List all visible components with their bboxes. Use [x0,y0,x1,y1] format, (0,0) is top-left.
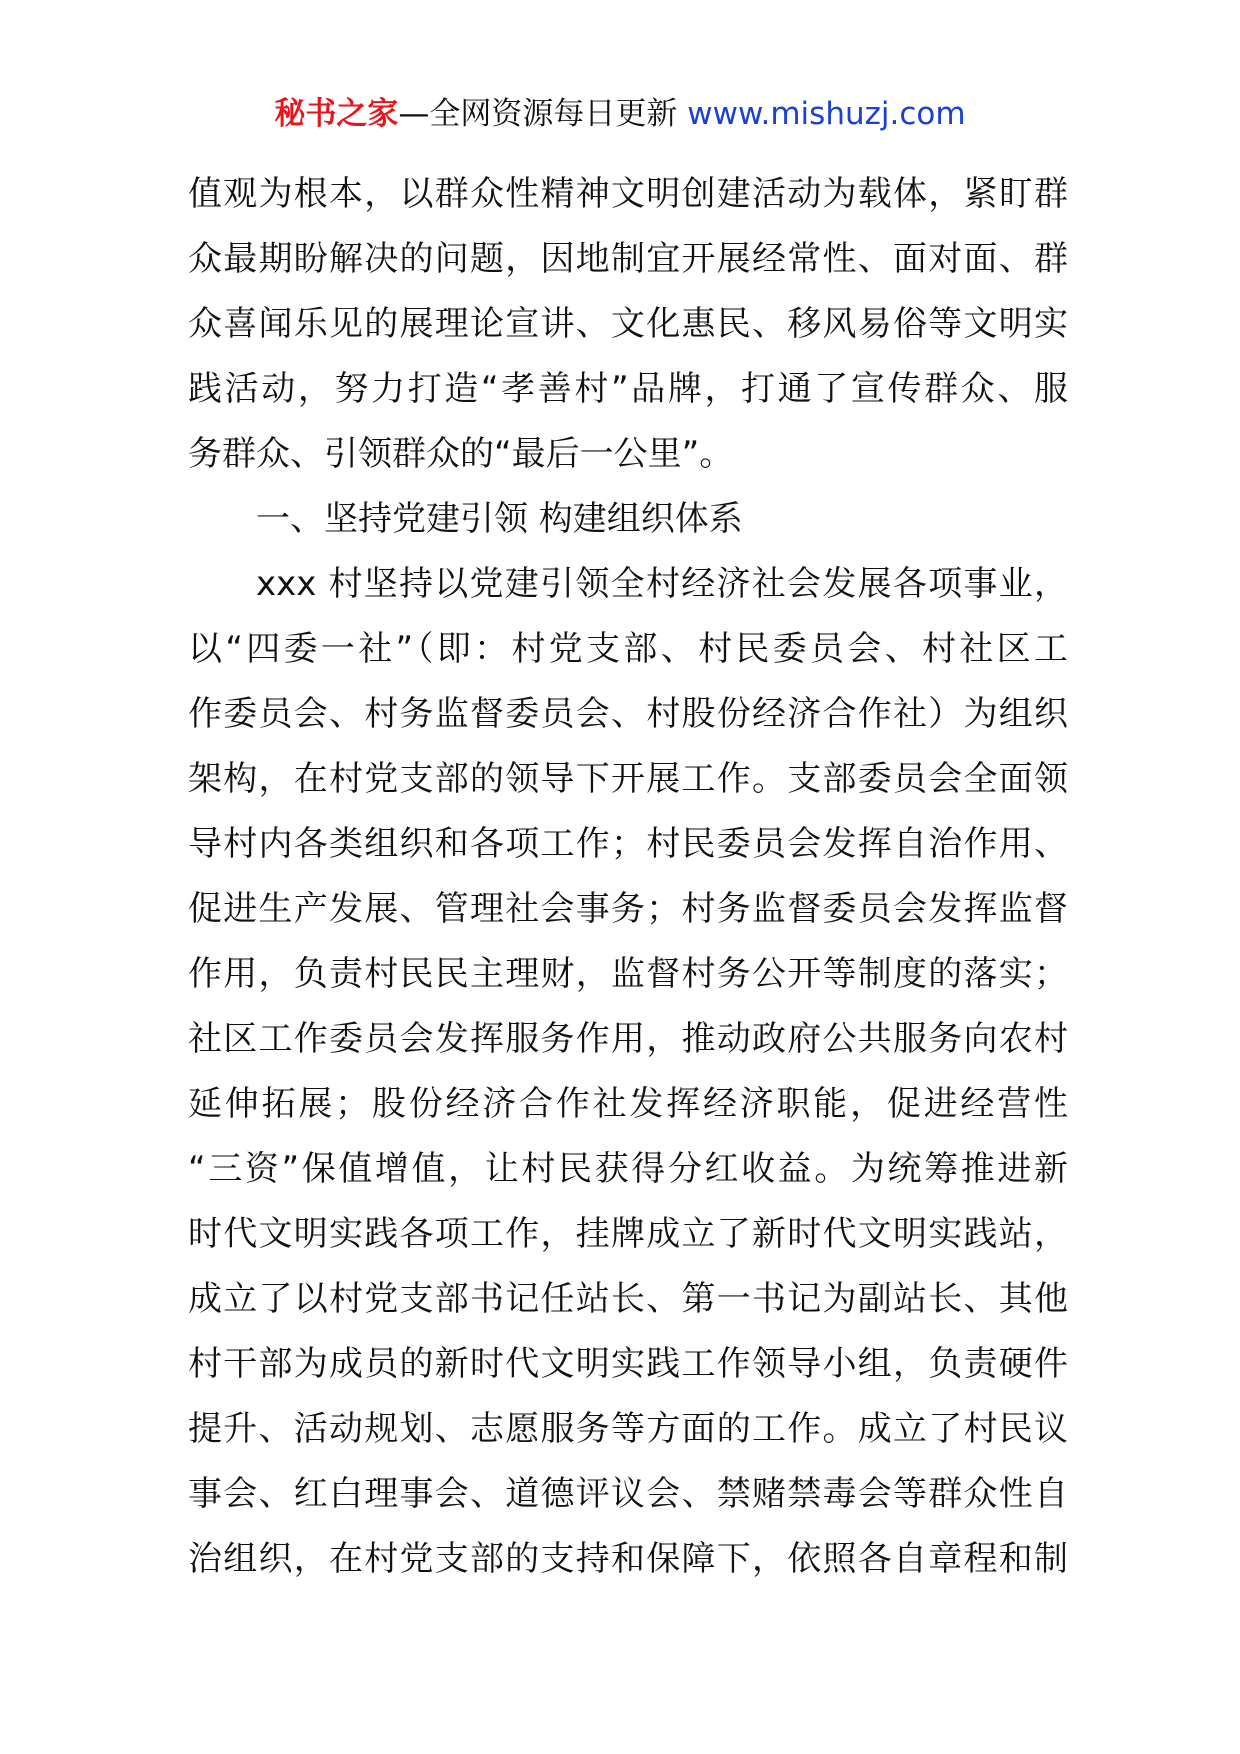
text-line: 时代文明实践各项工作，挂牌成立了新时代文明实践站， [188,1214,1068,1254]
document-body [188,162,1068,1592]
text-line: 作用，负责村民民主理财，监督村务公开等制度的落实； [188,954,1068,994]
text-line: 众喜闻乐见的展理论宣讲、文化惠民、移风易俗等文明实 [188,304,1068,344]
site-header [0,92,1240,136]
text-line: xxx 村坚持以党建引领全村经济社会发展各项事业， [256,564,1068,604]
text-line: 作委员会、村务监督委员会、村股份经济合作社）为组织 [188,694,1068,734]
text-line: 导村内各类组织和各项工作；村民委员会发挥自治作用、 [188,824,1068,864]
text-line: 治组织，在村党支部的支持和保障下，依照各自章程和制 [188,1539,1068,1579]
text-line: 践活动，努力打造“孝善村”品牌，打通了宣传群众、服 [188,369,1068,409]
site-brand: 秘书之家 [274,96,399,132]
text-line: 延伸拓展；股份经济合作社发挥经济职能，促进经营性 [188,1084,1068,1124]
text-line: 社区工作委员会发挥服务作用，推动政府公共服务向农村 [188,1019,1068,1059]
text-line: “三资”保值增值，让村民获得分红收益。为统筹推进新 [188,1149,1068,1189]
text-line: 成立了以村党支部书记任站长、第一书记为副站长、其他 [188,1279,1068,1319]
section-heading: 一、坚持党建引领 构建组织体系 [256,499,743,539]
text-line: 促进生产发展、管理社会事务；村务监督委员会发挥监督 [188,889,1068,929]
text-line: 以“四委一社”（即：村党支部、村民委员会、村社区工 [188,629,1068,669]
text-line: 村干部为成员的新时代文明实践工作领导小组，负责硬件 [188,1344,1068,1384]
text-line: 众最期盼解决的问题，因地制宜开展经常性、面对面、群 [188,239,1068,279]
text-line: 提升、活动规划、志愿服务等方面的工作。成立了村民议 [188,1409,1068,1449]
text-line: 架构，在村党支部的领导下开展工作。支部委员会全面领 [188,759,1068,799]
text-line: 事会、红白理事会、道德评议会、禁赌禁毒会等群众性自 [188,1474,1068,1514]
text-line: 值观为根本，以群众性精神文明创建活动为载体，紧盯群 [188,174,1068,214]
site-tagline: —全网资源每日更新 [398,96,678,132]
site-url-link[interactable]: www.mishuzj.com [687,96,966,132]
text-line: 务群众、引领群众的“最后一公里”。 [188,434,734,474]
